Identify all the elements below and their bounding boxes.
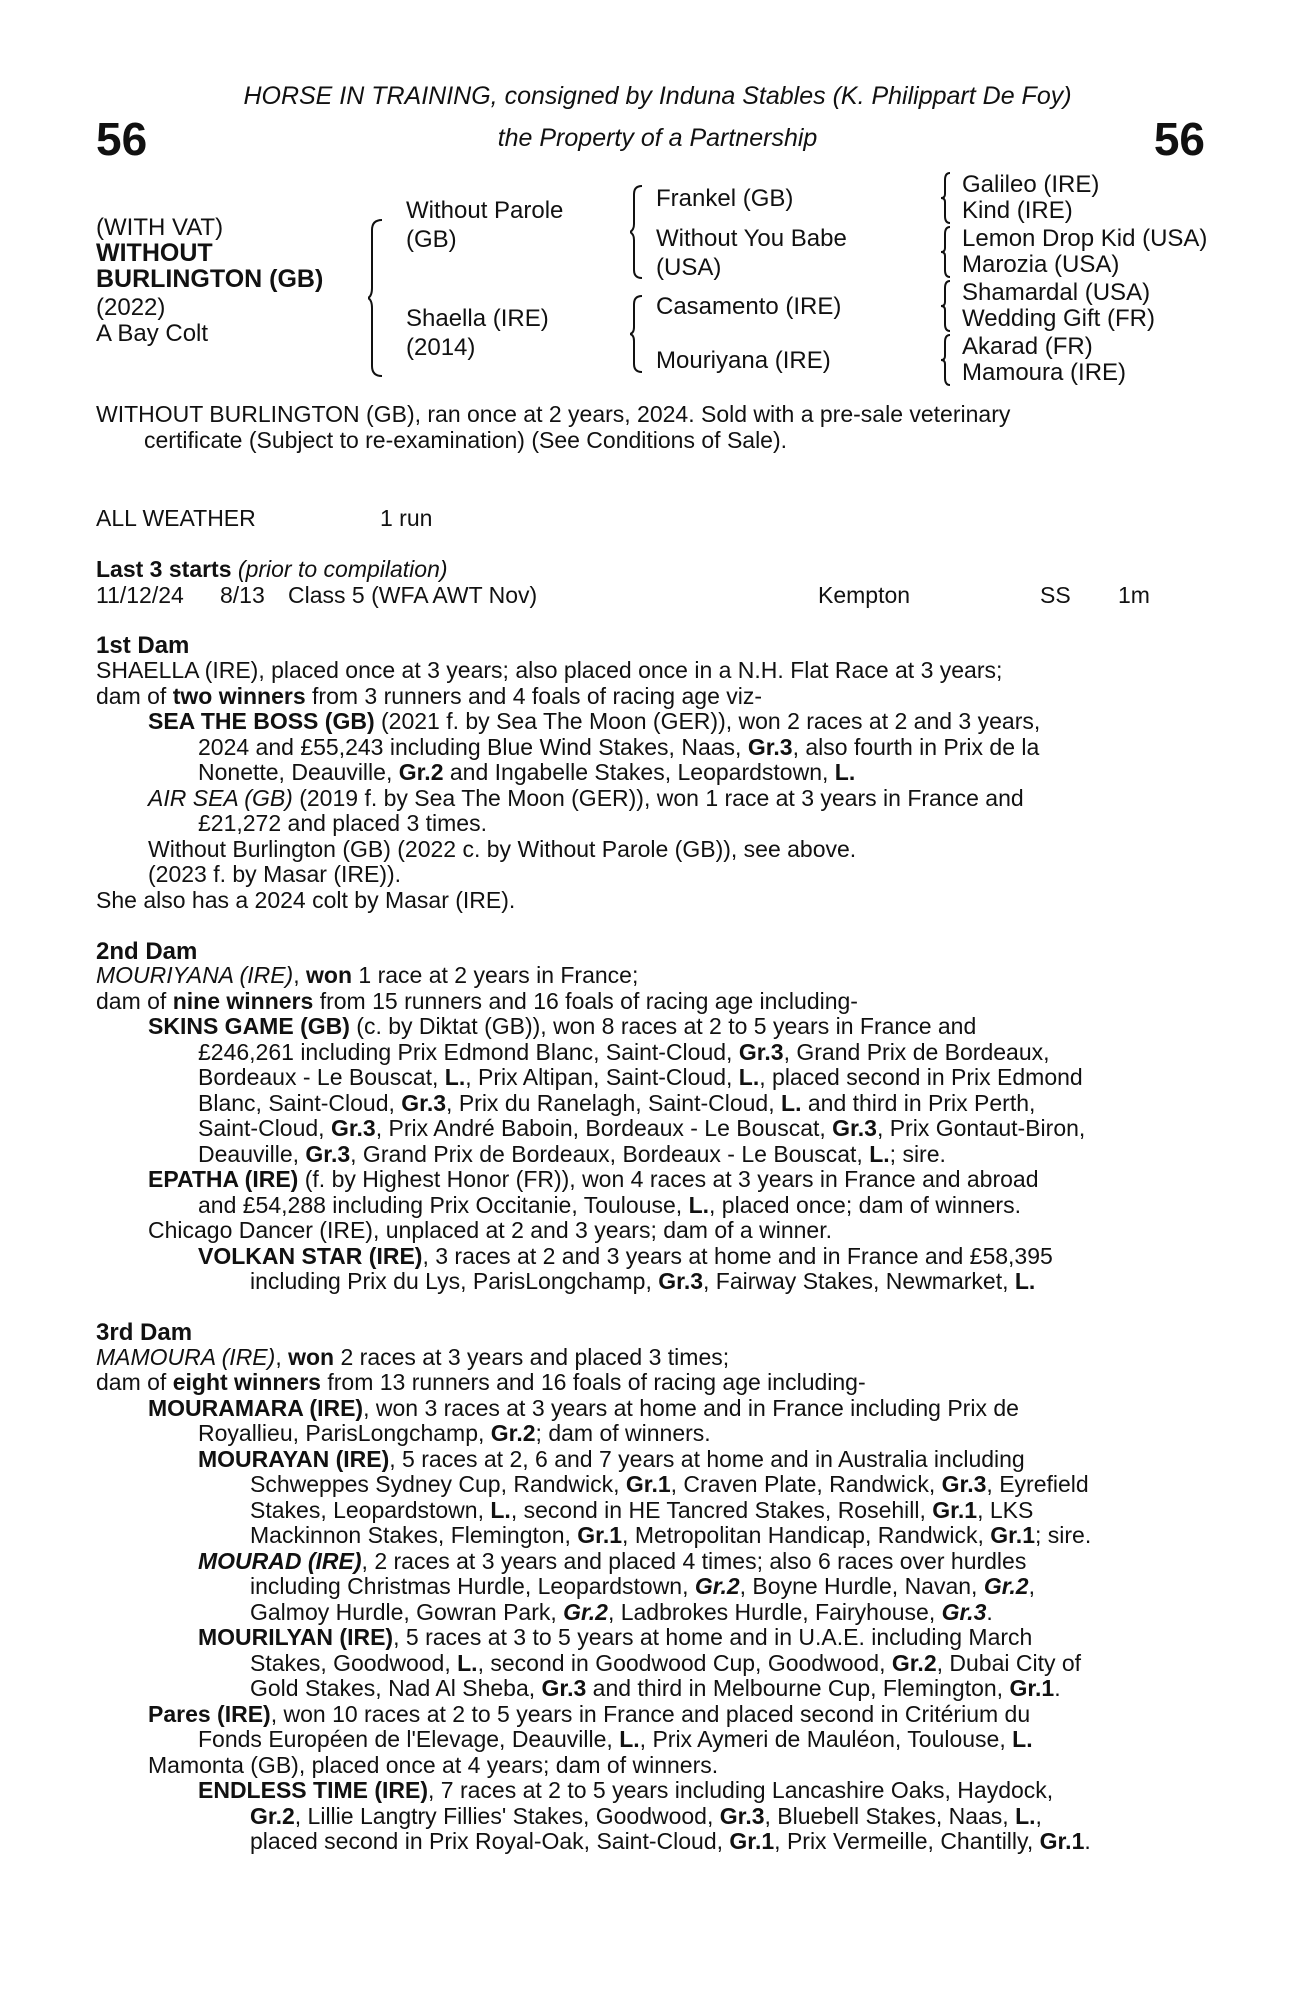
horse-name-line1: WITHOUT bbox=[96, 239, 213, 267]
second-dam-l3: SKINS GAME (GB) (c. by Diktat (GB)), won 8 races at 2 to 5 years in France and bbox=[148, 1013, 977, 1039]
third-dam-l7: Stakes, Leopardstown, L., second in HE Tancred Stakes, Rosehill, Gr.1, LKS bbox=[250, 1497, 1034, 1523]
first-dam-l2: dam of two winners from 3 runners and 4 foals of racing age viz- bbox=[96, 683, 763, 709]
first-dam-l9: (2023 f. by Masar (IRE)). bbox=[148, 861, 402, 887]
dds: Akarad (FR) bbox=[962, 333, 1093, 360]
second-dam-l10: and £54,288 including Prix Occitanie, Toulouse, L., placed once; dam of winners. bbox=[198, 1192, 1021, 1218]
second-dam-l13: including Prix du Lys, ParisLongchamp, Gr.3, Fairway Stakes, Newmarket, L. bbox=[250, 1268, 1036, 1294]
last-start-position: 8/13 bbox=[220, 582, 265, 608]
third-dam-l20: placed second in Prix Royal-Oak, Saint-Cloud, Gr.1, Prix Vermeille, Chantilly, Gr.1. bbox=[250, 1828, 1091, 1854]
third-dam-l3: MOURAMARA (IRE), won 3 races at 3 years at home and in France including Prix de bbox=[148, 1395, 1019, 1421]
horse-name-line2: BURLINGTON (GB) bbox=[96, 265, 324, 293]
vat-label: (WITH VAT) bbox=[96, 214, 224, 241]
pedigree-brace-2a bbox=[630, 184, 650, 280]
third-dam-l10: including Christmas Hurdle, Leopardstown, Gr.2, Boyne Hurdle, Navan, Gr.2, bbox=[250, 1573, 1035, 1599]
second-dam-l9: EPATHA (IRE) (f. by Highest Honor (FR)), won 4 races at 3 years in France and abroad bbox=[148, 1166, 1039, 1192]
first-dam-l5: Nonette, Deauville, Gr.2 and Ingabelle Stakes, Leopardstown, L. bbox=[198, 759, 856, 785]
second-dam-heading: 2nd Dam bbox=[96, 938, 198, 965]
first-dam-heading: 1st Dam bbox=[96, 632, 190, 659]
third-dam-l16: Fonds Européen de l'Elevage, Deauville, L., Prix Aymeri de Mauléon, Toulouse, L. bbox=[198, 1726, 1033, 1752]
third-dam-l14: Gold Stakes, Nad Al Sheba, Gr.3 and third in Melbourne Cup, Flemington, Gr.1. bbox=[250, 1675, 1061, 1701]
first-dam-l1: SHAELLA (IRE), placed once at 3 years; also placed once in a N.H. Flat Race at 3 years; bbox=[96, 657, 1003, 683]
last-start-distance: 1m bbox=[1118, 582, 1150, 608]
sdd: Marozia (USA) bbox=[962, 251, 1120, 278]
last-start-course: Kempton bbox=[818, 582, 911, 608]
third-dam-l1: MAMOURA (IRE), won 2 races at 3 years and placed 3 times; bbox=[96, 1344, 730, 1370]
consignor-line: HORSE IN TRAINING, consigned by Induna Stables (K. Philippart De Foy) bbox=[243, 82, 1072, 110]
sire-sire: Frankel (GB) bbox=[656, 185, 794, 212]
horse-description: A Bay Colt bbox=[96, 320, 209, 347]
second-dam-l12: VOLKAN STAR (IRE), 3 races at 2 and 3 years at home and in France and £58,395 bbox=[198, 1243, 1053, 1269]
third-dam-l13: Stakes, Goodwood, L., second in Goodwood Cup, Goodwood, Gr.2, Dubai City of bbox=[250, 1650, 1082, 1676]
third-dam-l18: ENDLESS TIME (IRE), 7 races at 2 to 5 years including Lancashire Oaks, Haydock, bbox=[198, 1777, 1054, 1803]
property-line: the Property of a Partnership bbox=[497, 124, 818, 152]
third-dam-l2: dam of eight winners from 13 runners and 16 foals of racing age including- bbox=[96, 1369, 866, 1395]
first-dam-l4: 2024 and £55,243 including Blue Wind Stakes, Naas, Gr.3, also fourth in Prix de la bbox=[198, 734, 1040, 760]
second-dam-l8: Deauville, Gr.3, Grand Prix de Bordeaux, Bordeaux - Le Bouscat, L.; sire. bbox=[198, 1141, 946, 1167]
third-dam-l12: MOURILYAN (IRE), 5 races at 3 to 5 years at home and in U.A.E. including March bbox=[198, 1624, 1033, 1650]
third-dam-l15: Pares (IRE), won 10 races at 2 to 5 years in France and placed second in Critérium du bbox=[148, 1701, 1031, 1727]
dsd: Wedding Gift (FR) bbox=[962, 305, 1155, 332]
third-dam-l8: Mackinnon Stakes, Flemington, Gr.1, Metropolitan Handicap, Randwick, Gr.1; sire. bbox=[250, 1522, 1092, 1548]
first-dam-l6: AIR SEA (GB) (2019 f. by Sea The Moon (GER)), won 1 race at 3 years in France and bbox=[148, 785, 1024, 811]
last-start-date: 11/12/24 bbox=[96, 582, 184, 608]
second-dam-l6: Blanc, Saint-Cloud, Gr.3, Prix du Ranelagh, Saint-Cloud, L. and third in Prix Perth, bbox=[198, 1090, 1036, 1116]
horse-year: (2022) bbox=[96, 294, 166, 321]
second-dam-l1: MOURIYANA (IRE), won 1 race at 2 years in France; bbox=[96, 962, 639, 988]
third-dam-l19: Gr.2, Lillie Langtry Fillies' Stakes, Goodwood, Gr.3, Bluebell Stakes, Naas, L., bbox=[250, 1803, 1042, 1829]
last-start-going: SS bbox=[1040, 582, 1071, 608]
pedigree-brace-3c bbox=[940, 280, 954, 332]
summary-line2: certificate (Subject to re-examination) (See Conditions of Sale). bbox=[144, 427, 788, 453]
record-surface: ALL WEATHER bbox=[96, 505, 256, 531]
lot-number-left: 56 bbox=[96, 113, 148, 165]
pedigree-brace-3d bbox=[940, 334, 954, 386]
sire-dam: Without You Babe (USA) bbox=[656, 225, 847, 281]
third-dam-l5: MOURAYAN (IRE), 5 races at 2, 6 and 7 years at home and in Australia including bbox=[198, 1446, 1025, 1472]
dam-name: Shaella (IRE) (2014) bbox=[406, 305, 549, 361]
second-dam-l4: £246,261 including Prix Edmond Blanc, Saint-Cloud, Gr.3, Grand Prix de Bordeaux, bbox=[198, 1039, 1050, 1065]
first-dam-l3: SEA THE BOSS (GB) (2021 f. by Sea The Moon (GER)), won 2 races at 2 and 3 years, bbox=[148, 708, 1041, 734]
sire-name: Without Parole (GB) bbox=[406, 197, 564, 253]
summary-line1: WITHOUT BURLINGTON (GB), ran once at 2 years, 2024. Sold with a pre-sale veterinary bbox=[96, 401, 1011, 427]
dam-sire: Casamento (IRE) bbox=[656, 293, 842, 320]
dss: Shamardal (USA) bbox=[962, 279, 1151, 306]
third-dam-l9: MOURAD (IRE), 2 races at 3 years and placed 4 times; also 6 races over hurdles bbox=[198, 1548, 1027, 1574]
first-dam-l7: £21,272 and placed 3 times. bbox=[198, 810, 487, 836]
last-start-race: Class 5 (WFA AWT Nov) bbox=[288, 582, 538, 608]
pedigree-brace-3a bbox=[940, 172, 954, 224]
pedigree-brace-3b bbox=[940, 226, 954, 278]
last-starts-heading: Last 3 starts (prior to compilation) bbox=[96, 556, 448, 582]
third-dam-l11: Galmoy Hurdle, Gowran Park, Gr.2, Ladbrokes Hurdle, Fairyhouse, Gr.3. bbox=[250, 1599, 993, 1625]
dam-dam: Mouriyana (IRE) bbox=[656, 347, 831, 374]
third-dam-heading: 3rd Dam bbox=[96, 1319, 193, 1346]
second-dam-l2: dam of nine winners from 15 runners and 16 foals of racing age including- bbox=[96, 988, 858, 1014]
sss: Galileo (IRE) bbox=[962, 171, 1100, 198]
pedigree-brace-2b bbox=[630, 294, 650, 374]
pedigree-brace-1 bbox=[368, 218, 398, 378]
ddd: Mamoura (IRE) bbox=[962, 359, 1127, 386]
second-dam-l5: Bordeaux - Le Bouscat, L., Prix Altipan, Saint-Cloud, L., placed second in Prix Edmond bbox=[198, 1064, 1083, 1090]
second-dam-l7: Saint-Cloud, Gr.3, Prix André Baboin, Bordeaux - Le Bouscat, Gr.3, Prix Gontaut-Biron, bbox=[198, 1115, 1086, 1141]
third-dam-l17: Mamonta (GB), placed once at 4 years; dam of winners. bbox=[148, 1752, 719, 1778]
lot-number-right: 56 bbox=[1153, 113, 1205, 165]
second-dam-l11: Chicago Dancer (IRE), unplaced at 2 and 3 years; dam of a winner. bbox=[148, 1217, 832, 1243]
record-runs: 1 run bbox=[380, 505, 433, 531]
first-dam-l8: Without Burlington (GB) (2022 c. by Without Parole (GB)), see above. bbox=[148, 836, 857, 862]
first-dam-l10: She also has a 2024 colt by Masar (IRE). bbox=[96, 887, 516, 913]
third-dam-l4: Royallieu, ParisLongchamp, Gr.2; dam of winners. bbox=[198, 1420, 711, 1446]
third-dam-l6: Schweppes Sydney Cup, Randwick, Gr.1, Craven Plate, Randwick, Gr.3, Eyrefield bbox=[250, 1471, 1089, 1497]
ssd: Kind (IRE) bbox=[962, 197, 1073, 224]
sds: Lemon Drop Kid (USA) bbox=[962, 225, 1208, 252]
